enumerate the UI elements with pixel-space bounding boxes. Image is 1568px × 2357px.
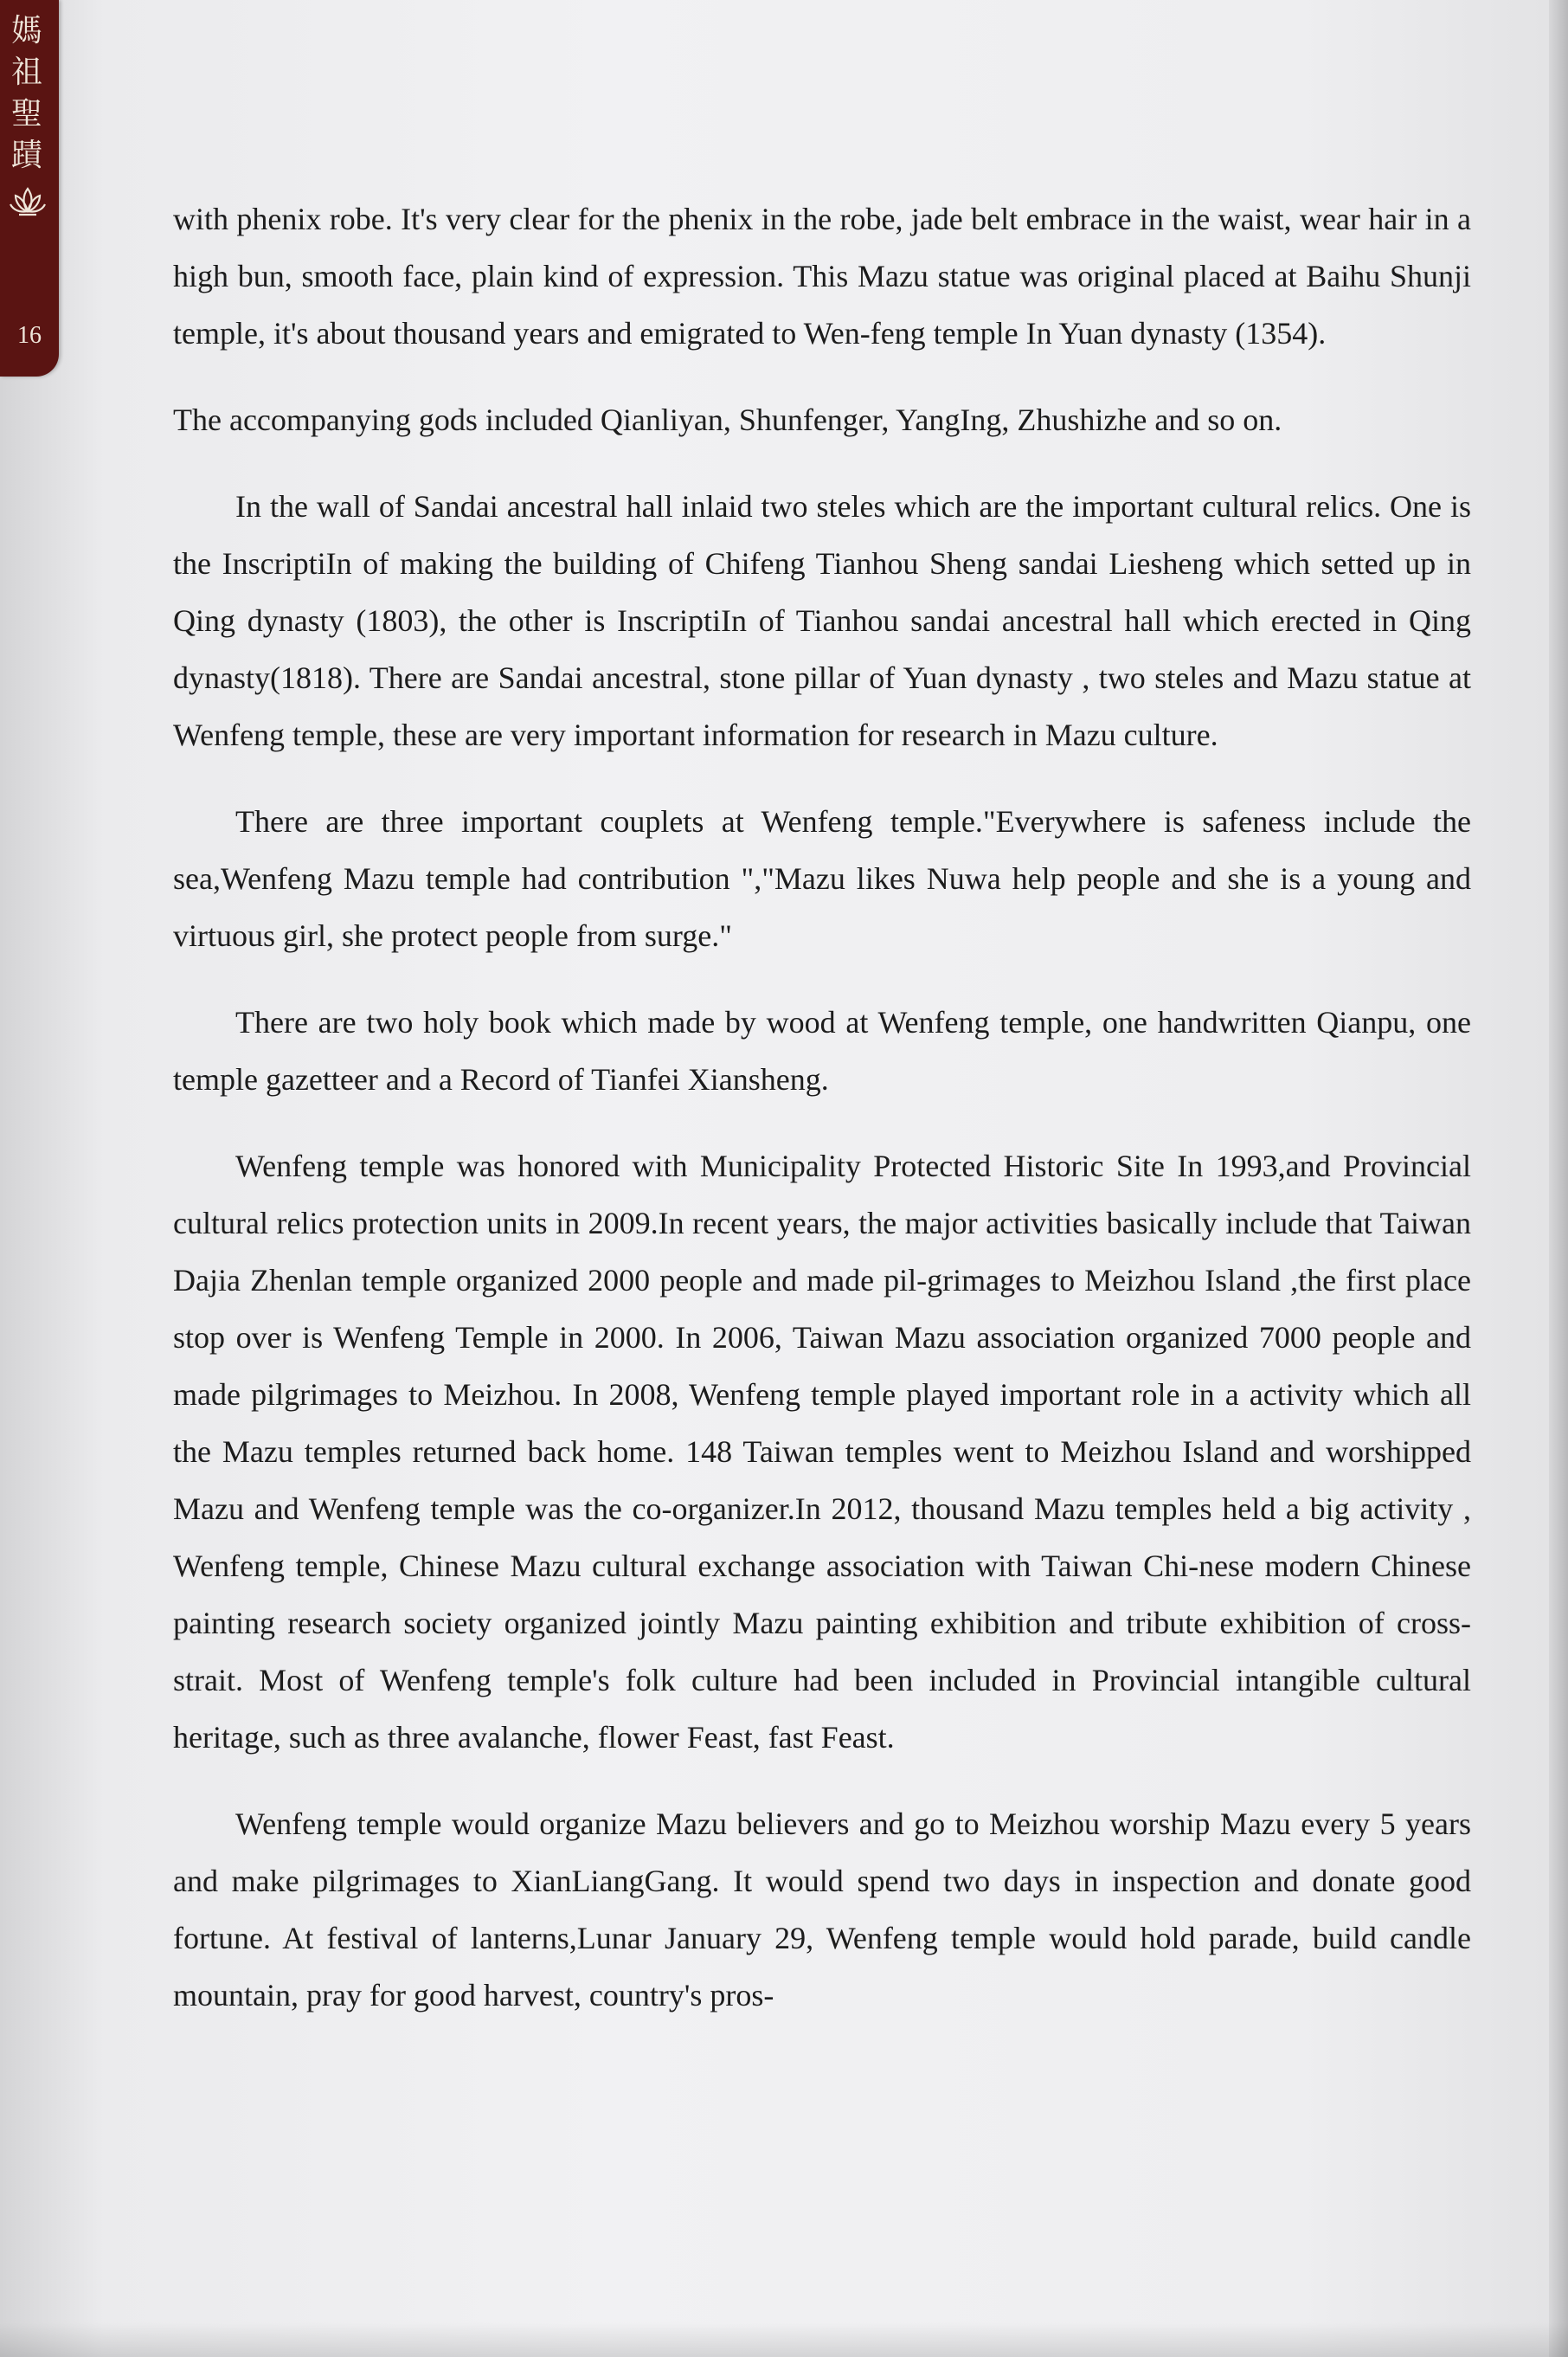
- paragraph-5: There are two holy book which made by wood at Wenfeng temple, one handwritten Qianpu, one temple gazetteer and a Record of Tianfei Xiansheng.: [173, 1005, 1471, 1097]
- chapter-vertical-title: [0, 10, 54, 177]
- body-text: [173, 190, 1471, 2053]
- page-number: 16: [17, 322, 42, 349]
- page-bottom-shadow: [0, 2322, 1568, 2357]
- paragraph-7: Wenfeng temple would organize Mazu believers and go to Meizhou worship Mazu every 5 years and make pilgrimages to XianLiangGang. It would spend two days in inspection and donate good fortune. At festival of lanterns,Lunar January 29, Wenfeng temple would hold parade, build candle mountain, pray for good harvest, country's pros-: [173, 1806, 1471, 2012]
- paragraph-1: with phenix robe. It's very clear for the phenix in the robe, jade belt embrace in the waist, wear hair in a high bun, smooth face, plain kind of expression. This Mazu statue was original placed at Baihu Shunji temple, it's about thousand years and emigrated to Wen-feng temple In Yuan dynasty (1354).: [173, 202, 1471, 351]
- paragraph-6: Wenfeng temple was honored with Municipality Protected Historic Site In 1993,and Provincial cultural relics protection units in 2009.In recent years, the major activities basically include that Taiwan Dajia Zhenlan temple organized 2000 people and made pil-grimages to Meizhou Island ,the first place stop over is Wenfeng Temple in 2000. In 2006, Taiwan Mazu association organized 7000 people and made pilgrimages to Meizhou. In 2008, Wenfeng temple played important role in a activity which all the Mazu temples returned back home. 148 Taiwan temples went to Meizhou Island and worshipped Mazu and Wenfeng temple was the co-organizer.In 2012, thousand Mazu temples held a big activity , Wenfeng temple, Chinese Mazu cultural exchange association with Taiwan Chi-nese modern Chinese painting research society organized jointly Mazu painting exhibition and tribute exhibition of cross-strait. Most of Wenfeng temple's folk culture had been included in Provincial intangible cultural heritage, such as three avalanche, flower Feast, fast Feast.: [173, 1149, 1471, 1755]
- title-char-1: 媽: [10, 13, 42, 48]
- title-char-4: 蹟: [10, 138, 42, 173]
- paragraph-2: The accompanying gods included Qianliyan, Shunfenger, YangIng, Zhushizhe and so on.: [173, 402, 1282, 437]
- title-char-2: 祖: [10, 55, 42, 90]
- page-edge: [1549, 0, 1568, 2357]
- paragraph-4: There are three important couplets at Wenfeng temple."Everywhere is safeness include the sea,Wenfeng Mazu temple had contribution ","Mazu likes Nuwa help people and she is a young and virtuous girl, she protect people from surge.": [173, 804, 1471, 953]
- title-char-3: 聖: [10, 96, 42, 132]
- paragraph-3: In the wall of Sandai ancestral hall inlaid two steles which are the important cultural relics. One is the InscriptiIn of making the building of Chifeng Tianhou Sheng sandai Liesheng which setted up in Qing dynasty (1803), the other is InscriptiIn of Tianhou sandai ancestral hall which erected in Qing dynasty(1818). There are Sandai ancestral, stone pillar of Yuan dynasty , two steles and Mazu statue at Wenfeng temple, these are very important information for research in Mazu culture.: [173, 489, 1471, 752]
- lotus-icon: [9, 182, 47, 220]
- chapter-side-tab: [0, 0, 59, 377]
